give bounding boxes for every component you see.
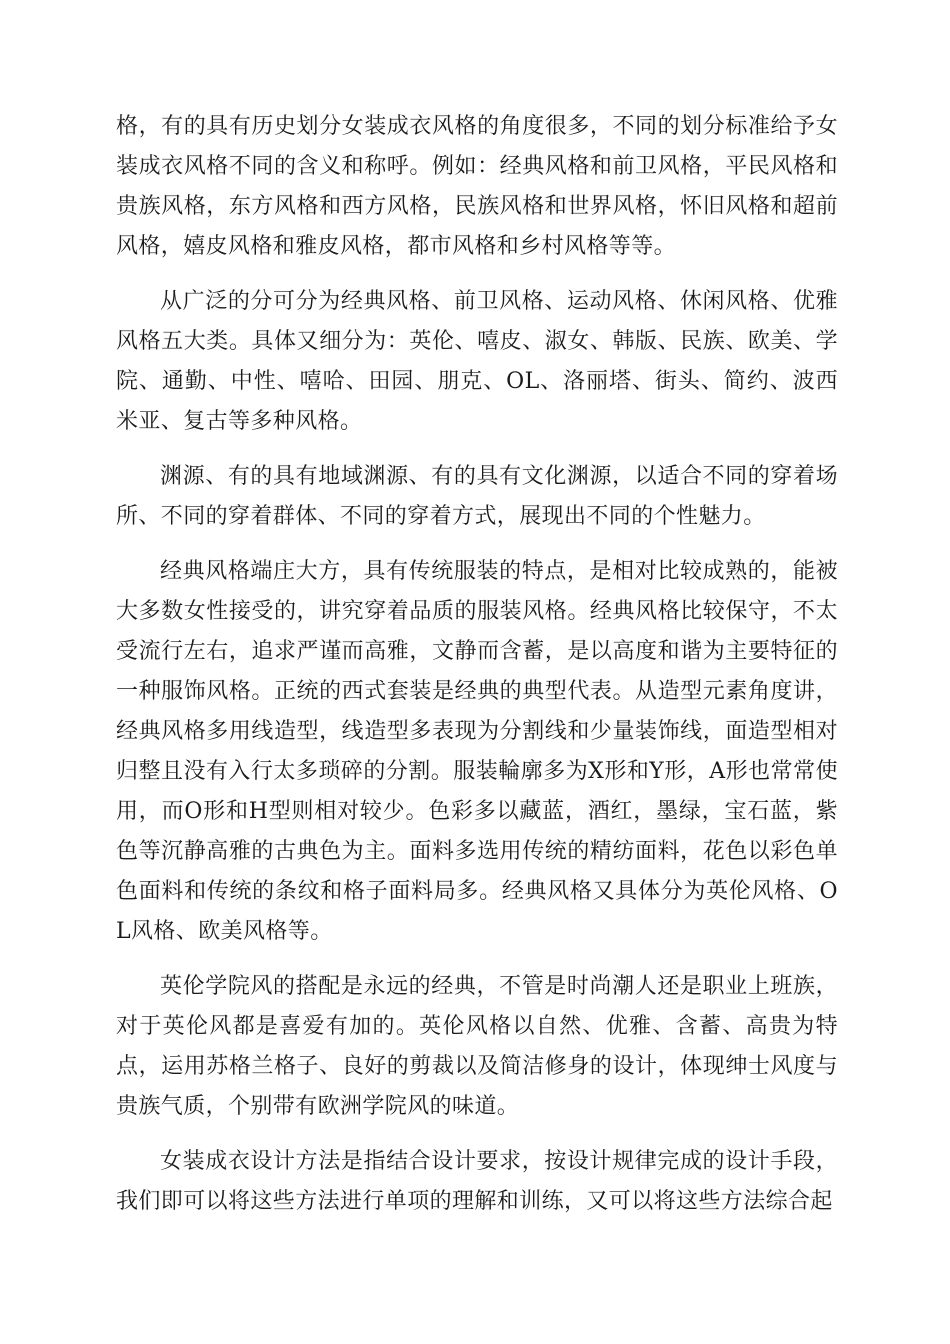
paragraph-6: 女装成衣设计方法是指结合设计要求，按设计规律完成的设计手段，我们即可以将这些方法进行单项的理解和训练，又可以将这些方法综合起 xyxy=(116,1149,838,1214)
paragraph-5: 英伦学院风的搭配是永远的经典，不管是时尚潮人还是职业上班族，对于英伦风都是喜爱有加的。英伦风格以自然、优雅、含蓄、高贵为特点，运用苏格兰格子、良好的剪裁以及简洁修身的设计，体现绅士风度与贵族气质，个别带有欧洲学院风的味道。 xyxy=(116,974,838,1119)
paragraph-2: 从广泛的分可分为经典风格、前卫风格、运动风格、休闲风格、优雅风格五大类。具体又细分为：英伦、嘻皮、淑女、韩版、民族、欧美、学院、通勤、中性、嘻哈、田园、朋克、OL、洛丽塔、街头、简约、波西米亚、复古等多种风格。 xyxy=(116,289,838,434)
paragraph-1: 格，有的具有历史划分女装成衣风格的角度很多，不同的划分标准给予女装成衣风格不同的含义和称呼。例如：经典风格和前卫风格，平民风格和贵族风格，东方风格和西方风格，民族风格和世界风格，怀旧风格和超前风格，嬉皮风格和雅皮风格，都市风格和乡村风格等等。 xyxy=(116,114,838,259)
document-body xyxy=(116,107,838,1237)
paragraph-3: 渊源、有的具有地域渊源、有的具有文化渊源，以适合不同的穿着场所、不同的穿着群体、不同的穿着方式，展现出不同的个性魅力。 xyxy=(116,464,838,529)
paragraph-4: 经典风格端庄大方，具有传统服装的特点，是相对比较成熟的，能被大多数女性接受的，讲究穿着品质的服装风格。经典风格比较保守，不太受流行左右，追求严谨而高雅，文静而含蓄，是以高度和谐为主要特征的一种服饰风格。正统的西式套装是经典的典型代表。从造型元素角度讲，经典风格多用线造型，线造型多表现为分割线和少量装饰线，面造型相对归整且没有入行太多琐碎的分割。服装輪廓多为X形和Y形，A形也常常使用，而O形和H型则相对较少。色彩多以藏蓝，酒红，墨绿，宝石蓝，紫色等沉静高雅的古典色为主。面料多选用传统的精纺面料，花色以彩色单色面料和传统的条纹和格子面料局多。经典风格又具体分为英伦风格、OL风格、欧美风格等。 xyxy=(116,559,838,944)
